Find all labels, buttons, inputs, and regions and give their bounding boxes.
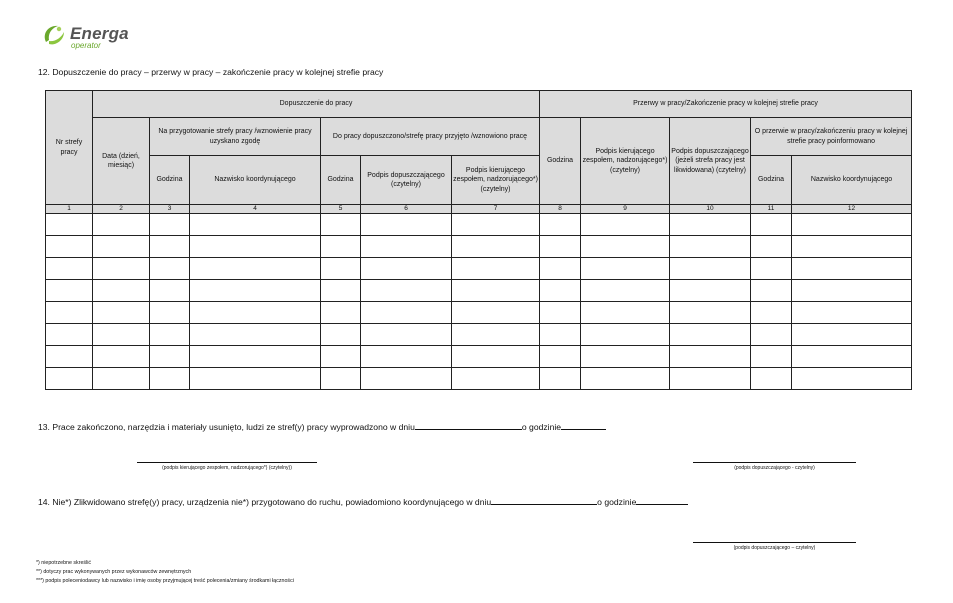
table-cell[interactable] [581, 346, 670, 368]
table-cell[interactable] [361, 280, 452, 302]
logo-sub: operator [71, 41, 101, 50]
table-cell[interactable] [190, 324, 321, 346]
table-cell[interactable] [792, 236, 912, 258]
header-godzina-11: Godzina [751, 156, 792, 205]
table-cell[interactable] [150, 280, 190, 302]
table-cell[interactable] [751, 236, 792, 258]
col-number: 8 [540, 205, 581, 214]
table-cell[interactable] [190, 368, 321, 390]
table-cell[interactable] [321, 346, 361, 368]
header-dopuszczono: Do pracy dopuszczono/strefę pracy przyjęto /wznowiono pracę [321, 118, 540, 156]
col-number: 6 [361, 205, 452, 214]
table-cell[interactable] [751, 280, 792, 302]
table-cell[interactable] [792, 302, 912, 324]
table-cell[interactable] [46, 214, 93, 236]
table-cell[interactable] [190, 236, 321, 258]
section-14-o-godzinie: o godzinie [597, 497, 637, 507]
table-cell[interactable] [150, 368, 190, 390]
table-cell[interactable] [361, 368, 452, 390]
footnote-3: ***) podpis poleceniodawcy lub nazwisko i imię osoby przyjmującej treść polecenia/zmiany środkami łączności [36, 578, 294, 584]
header-dopuszczenie: Dopuszczenie do pracy [93, 91, 540, 118]
table-cell[interactable] [93, 346, 150, 368]
signature-line-dopuszczajacego-13[interactable] [693, 462, 856, 463]
table-cell[interactable] [46, 324, 93, 346]
table-cell[interactable] [540, 346, 581, 368]
energa-leaf-icon [40, 22, 68, 50]
table-cell[interactable] [751, 324, 792, 346]
table-cell[interactable] [792, 346, 912, 368]
table-body [46, 214, 912, 390]
table-cell[interactable] [452, 302, 540, 324]
time-blank-14[interactable] [636, 503, 688, 505]
table-cell[interactable] [670, 346, 751, 368]
table-cell[interactable] [361, 236, 452, 258]
table-cell[interactable] [540, 324, 581, 346]
table-cell[interactable] [150, 214, 190, 236]
table-cell[interactable] [792, 368, 912, 390]
header-godzina-3: Godzina [150, 156, 190, 205]
col-number: 1 [46, 205, 93, 214]
table-cell[interactable] [792, 258, 912, 280]
table-cell[interactable] [190, 302, 321, 324]
table-cell[interactable] [452, 346, 540, 368]
time-blank-13[interactable] [561, 428, 606, 430]
table-cell[interactable] [93, 324, 150, 346]
signature-label-dopuszczajacego-14: (podpis dopuszczającego – czytelny) [733, 545, 816, 551]
table-cell[interactable] [321, 368, 361, 390]
col-number: 11 [751, 205, 792, 214]
table-cell[interactable] [792, 324, 912, 346]
header-podpis-kierujacego-9: Podpis kierującego zespołem, nadzorującego*) (czytelny) [581, 118, 670, 205]
table-cell[interactable] [751, 258, 792, 280]
table-cell[interactable] [670, 280, 751, 302]
col-number: 5 [321, 205, 361, 214]
table-cell[interactable] [452, 368, 540, 390]
table-cell[interactable] [670, 214, 751, 236]
table-cell[interactable] [46, 236, 93, 258]
table-cell[interactable] [46, 258, 93, 280]
header-podpis-dopuszczajacego-6: Podpis dopuszczającego (czytelny) [361, 156, 452, 205]
table-cell[interactable] [321, 280, 361, 302]
header-godzina-5: Godzina [321, 156, 361, 205]
section-13-text: 13. Prace zakończono, narzędzia i materiały usunięto, ludzi ze stref(y) pracy wyprowadzono w dniu [38, 422, 415, 432]
table-cell[interactable] [190, 214, 321, 236]
header-przerwy: Przerwy w pracy/Zakończenie pracy w kolejnej strefie pracy [540, 91, 912, 118]
table-cell[interactable] [581, 302, 670, 324]
table-cell[interactable] [792, 280, 912, 302]
table-cell[interactable] [361, 214, 452, 236]
table-cell[interactable] [670, 368, 751, 390]
header-godzina-8: Godzina [540, 118, 581, 205]
table-cell[interactable] [540, 214, 581, 236]
table-cell[interactable] [150, 236, 190, 258]
table-cell[interactable] [540, 368, 581, 390]
table-cell[interactable] [670, 258, 751, 280]
table-cell[interactable] [321, 324, 361, 346]
table-cell[interactable] [540, 302, 581, 324]
table-cell[interactable] [792, 214, 912, 236]
table-cell[interactable] [751, 368, 792, 390]
footnote-2: **) dotyczy prac wykonywanych przez wykonawców zewnętrznych [36, 569, 192, 575]
table-cell[interactable] [540, 258, 581, 280]
table-cell[interactable] [751, 346, 792, 368]
table-cell[interactable] [751, 302, 792, 324]
table-row [46, 368, 912, 390]
table-cell[interactable] [361, 302, 452, 324]
table-cell[interactable] [190, 280, 321, 302]
table-cell[interactable] [751, 214, 792, 236]
table-cell[interactable] [150, 302, 190, 324]
table-cell[interactable] [93, 214, 150, 236]
signature-label-kierujacego: (podpis kierującego zespołem, nadzorującego*) (czytelny)) [162, 465, 292, 471]
table-cell[interactable] [581, 280, 670, 302]
header-podpis-dopuszczajacego-10: Podpis dopuszczającego (jeżeli strefa pracy jest likwidowana) (czytelny) [670, 118, 751, 205]
table-cell[interactable] [190, 346, 321, 368]
section-13-line [38, 422, 606, 432]
signature-line-dopuszczajacego-14[interactable] [693, 542, 856, 543]
table-cell[interactable] [321, 236, 361, 258]
header-o-przerwie: O przerwie w pracy/zakończeniu pracy w kolejnej strefie pracy poinformowano [751, 118, 912, 156]
work-zone-table [45, 90, 912, 390]
table-cell[interactable] [452, 280, 540, 302]
col-number: 7 [452, 205, 540, 214]
table-cell[interactable] [150, 258, 190, 280]
table-cell[interactable] [46, 346, 93, 368]
col-number: 2 [93, 205, 150, 214]
table-cell[interactable] [452, 236, 540, 258]
section-12-title: 12. Dopuszczenie do pracy – przerwy w pracy – zakończenie pracy w kolejnej strefie pracy [38, 67, 384, 77]
table-row [46, 280, 912, 302]
signature-line-kierujacego[interactable] [137, 462, 317, 463]
table-cell[interactable] [361, 324, 452, 346]
table-cell[interactable] [93, 368, 150, 390]
section-14-line [38, 497, 688, 507]
table-cell[interactable] [540, 236, 581, 258]
table-cell[interactable] [190, 258, 321, 280]
section-14-text: 14. Nie*) Zlikwidowano strefę(y) pracy, urządzenia nie*) przygotowano do ruchu, powiadomiono koordynującego w dniu [38, 497, 492, 507]
col-number: 4 [190, 205, 321, 214]
date-blank-13[interactable] [415, 428, 522, 430]
table-cell[interactable] [670, 302, 751, 324]
table-cell[interactable] [670, 324, 751, 346]
logo-brand: Energa [70, 24, 129, 43]
table-cell[interactable] [321, 214, 361, 236]
header-nazwisko-12: Nazwisko koordynującego [792, 156, 912, 205]
table-cell[interactable] [321, 258, 361, 280]
table-row [46, 324, 912, 346]
col-number: 3 [150, 205, 190, 214]
table-cell[interactable] [581, 368, 670, 390]
header-data: Data (dzień, miesiąc) [93, 118, 150, 205]
table-cell[interactable] [93, 280, 150, 302]
table-row [46, 302, 912, 324]
table-cell[interactable] [46, 280, 93, 302]
table-cell[interactable] [581, 258, 670, 280]
table-cell[interactable] [93, 236, 150, 258]
table-cell[interactable] [46, 302, 93, 324]
table-cell[interactable] [361, 346, 452, 368]
table-cell[interactable] [361, 258, 452, 280]
energa-operator-logo [40, 20, 160, 54]
table-cell[interactable] [321, 302, 361, 324]
table-cell[interactable] [452, 214, 540, 236]
table-cell[interactable] [46, 368, 93, 390]
header-podpis-kierujacego-7: Podpis kierującego zespołem, nadzorującego*) (czytelny) [452, 156, 540, 205]
table-row [46, 236, 912, 258]
table-cell[interactable] [670, 236, 751, 258]
table-cell[interactable] [540, 280, 581, 302]
table-row [46, 258, 912, 280]
table-cell[interactable] [581, 324, 670, 346]
header-nr-strefy: Nr strefy pracy [46, 91, 93, 205]
table-row [46, 346, 912, 368]
col-number: 12 [792, 205, 912, 214]
table-cell[interactable] [452, 258, 540, 280]
header-przygotowanie: Na przygotowanie strefy pracy /wznowienie pracy uzyskano zgodę [150, 118, 321, 156]
signature-label-dopuszczajacego-13: (podpis dopuszczającego - czytelny) [734, 465, 815, 471]
table-cell[interactable] [93, 302, 150, 324]
footnote-1: *) niepotrzebne skreślić [36, 560, 92, 566]
table-cell[interactable] [150, 346, 190, 368]
table-cell[interactable] [150, 324, 190, 346]
table-cell[interactable] [452, 324, 540, 346]
date-blank-14[interactable] [491, 503, 597, 505]
table-cell[interactable] [581, 236, 670, 258]
table-row [46, 214, 912, 236]
section-13-o-godzinie: o godzinie [521, 422, 562, 432]
col-number: 10 [670, 205, 751, 214]
col-number: 9 [581, 205, 670, 214]
table-cell[interactable] [581, 214, 670, 236]
table-cell[interactable] [93, 258, 150, 280]
header-nazwisko-4: Nazwisko koordynującego [190, 156, 321, 205]
